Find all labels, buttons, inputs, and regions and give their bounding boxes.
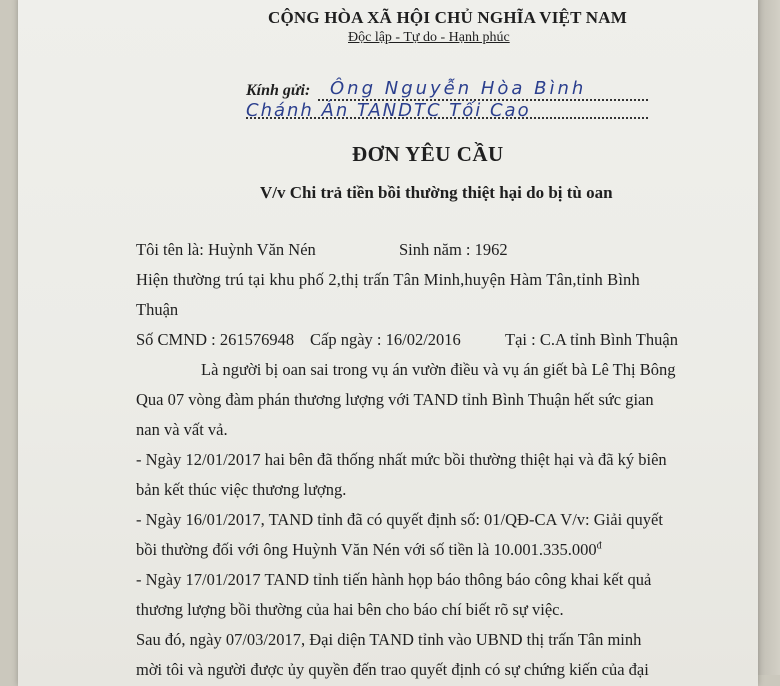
paragraph-line: - Ngày 16/01/2017, TAND tỉnh đã có quyết định số: 01/QĐ-CA V/v: Giải quyết — [136, 510, 663, 529]
paragraph-line — [136, 540, 602, 560]
currency-symbol: đ — [596, 540, 602, 552]
handwritten-recipient-title: Chánh Án TANDTC Tối Cao — [246, 100, 531, 121]
applicant-name: Tôi tên là: Huỳnh Văn Nén — [136, 240, 316, 259]
recipient-label: Kính gửi: — [246, 82, 311, 99]
id-issue-place: Tại : C.A tỉnh Bình Thuận — [505, 330, 678, 349]
paragraph-line: - Ngày 17/01/2017 TAND tỉnh tiến hành họp báo thông báo công khai kết quả — [136, 570, 652, 589]
national-heading: CỘNG HÒA XÃ HỘI CHỦ NGHĨA VIỆT NAM — [268, 8, 627, 27]
document-subject: V/v Chi trả tiền bồi thường thiệt hại do bị tù oan — [260, 183, 613, 202]
handwritten-recipient-name: Ông Nguyễn Hòa Bình — [330, 78, 587, 99]
paragraph-line: nan và vất vả. — [136, 420, 228, 439]
birth-year: Sinh năm : 1962 — [399, 240, 508, 259]
paragraph-line: - Ngày 12/01/2017 hai bên đã thống nhất mức bồi thường thiệt hại và đã ký biên — [136, 450, 667, 469]
paragraph-line: bản kết thúc việc thương lượng. — [136, 480, 347, 499]
compensation-text: bồi thường đối với ông Huỳnh Văn Nén với số tiền là 10.001.335.000 — [136, 540, 597, 559]
address-line: Hiện thường trú tại khu phố 2,thị trấn Tân Minh,huyện Hàm Tân,tỉnh Bình — [136, 270, 640, 289]
id-number: Số CMND : 261576948 — [136, 330, 295, 349]
paragraph-line: Là người bị oan sai trong vụ án vườn điều và vụ án giết bà Lê Thị Bông — [201, 360, 676, 379]
id-issue-date: Cấp ngày : 16/02/2016 — [310, 330, 461, 349]
paragraph-line: Sau đó, ngày 07/03/2017, Đại diện TAND tỉnh vào UBND thị trấn Tân minh — [136, 630, 642, 649]
paragraph-line: Qua 07 vòng đàm phán thương lượng với TAND tỉnh Bình Thuận hết sức gian — [136, 390, 654, 409]
document-page — [18, 0, 758, 686]
document-title: ĐƠN YÊU CẦU — [352, 142, 504, 166]
paragraph-line: mời tôi và người được ủy quyền đến trao quyết định có sự chứng kiến của đại — [136, 660, 649, 679]
paragraph-line: thương lượng bồi thường của hai bên cho báo chí biết rõ sự việc. — [136, 600, 564, 619]
address-line: Thuận — [136, 300, 179, 319]
national-motto: Độc lập - Tự do - Hạnh phúc — [348, 30, 510, 45]
